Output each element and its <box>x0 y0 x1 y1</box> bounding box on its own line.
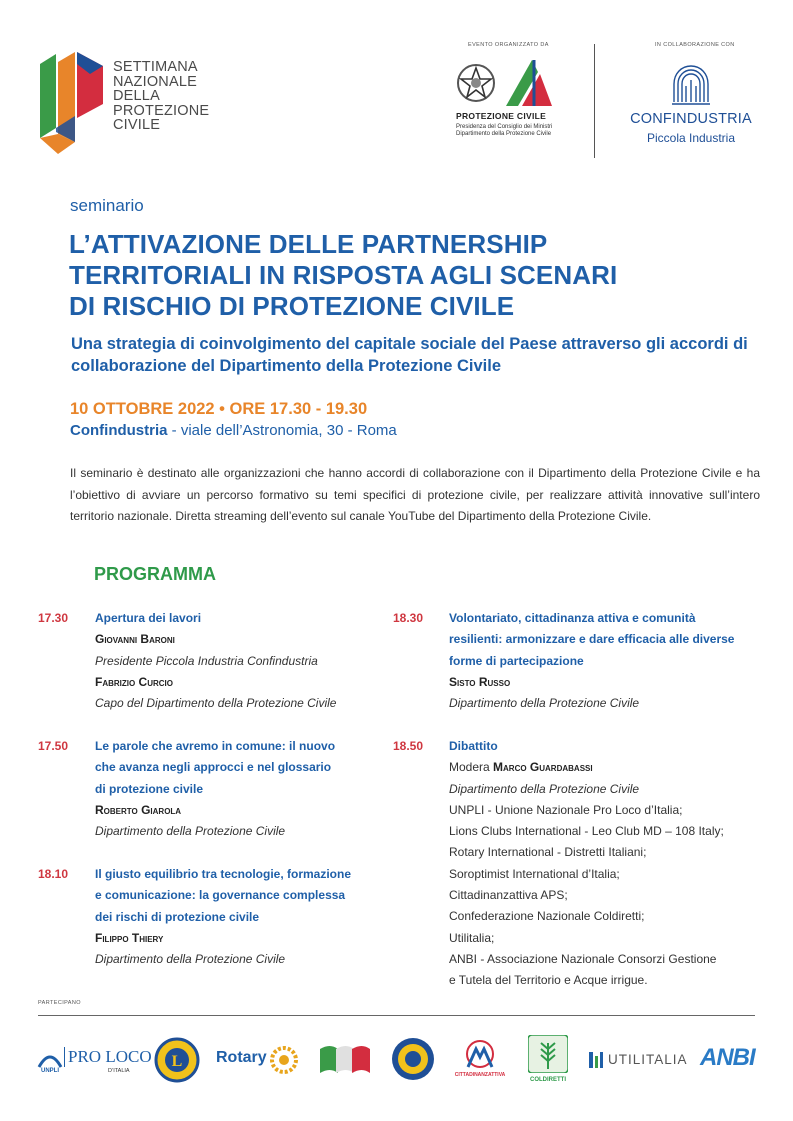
speaker-role: Presidente Piccola Industria Confindustria <box>95 653 318 668</box>
rotary-wheel-icon <box>270 1046 298 1074</box>
rotary-wordmark: Rotary <box>216 1049 267 1066</box>
participant-item: Cittadinanzattiva APS; <box>449 888 568 903</box>
organized-by-label: EVENTO ORGANIZZATO DA <box>468 42 549 48</box>
cittadinanzattiva-logo <box>450 1035 510 1091</box>
slot-time: 18.50 <box>393 739 424 753</box>
slot-title-line: e comunicazione: la governance complessa <box>95 888 346 903</box>
slot-body <box>449 608 734 714</box>
event-venue <box>70 422 397 439</box>
slot-title-line: resilienti: armonizzare e dare efficacia alle diverse <box>449 632 735 647</box>
participant-item: Soroptimist International d’Italia; <box>449 866 620 881</box>
venue-address: - viale dell’Astronomia, 30 - Roma <box>167 422 397 439</box>
program-slot <box>393 608 763 718</box>
event-title <box>69 229 749 322</box>
partecipano-label: PARTECIPANO <box>38 1000 81 1006</box>
program-slot <box>393 736 763 996</box>
svg-text:L: L <box>171 1053 183 1070</box>
collab-label: IN COLLABORAZIONE CON <box>655 42 735 48</box>
slot-title <box>449 736 724 757</box>
coldiretti-caption: COLDIRETTI <box>530 1077 566 1083</box>
event-intro: Il seminario è destinato alle organizzazioni che hanno accordi di collaborazione con il Dipartimento della Protezione Civile e ha l’obiettivo di avviare un percorso formativo su temi specifici di protezione civile, per realizzare attività innovative sull’intero territorio nazionale. Diretta streaming dell’evento sul canale YouTube del Dipartimento della Protezione Civile. <box>70 466 760 523</box>
speaker-role: Dipartimento della Protezione Civile <box>95 952 286 967</box>
speaker-name: Fabrizio Curcio <box>95 674 173 689</box>
participant-item: Confederazione Nazionale Coldiretti; <box>449 909 645 924</box>
speaker-role: Dipartimento della Protezione Civile <box>95 824 286 839</box>
lions-emblem-icon <box>154 1037 200 1083</box>
confindustria-name: CONFINDUSTRIA <box>630 111 752 127</box>
programma-heading: PROGRAMMA <box>94 564 216 584</box>
speaker-name: Sisto Russo <box>449 674 511 689</box>
anbi-wordmark: ANBI <box>700 1044 755 1071</box>
slot-time: 17.50 <box>38 739 69 753</box>
speaker-role: Dipartimento della Protezione Civile <box>449 696 640 711</box>
coldiretti-ear-icon <box>528 1035 568 1073</box>
brand-line: NAZIONALE <box>113 73 197 90</box>
participant-item: Lions Clubs International - Leo Club MD – 108 Italy; <box>449 824 724 839</box>
slot-time: 18.10 <box>38 867 69 881</box>
header-divider <box>594 44 595 158</box>
participant-item: ANBI - Associazione Nazionale Consorzi Gestione <box>449 951 717 966</box>
confindustria-sub: Piccola Industria <box>646 131 736 145</box>
unpli-caption: UNPLI <box>41 1068 59 1074</box>
unpli-arch-icon <box>37 1047 63 1069</box>
slot-title-line: che avanza negli approcci e nel glossario <box>95 760 332 775</box>
title-line: DI RISCHIO DI PROTEZIONE CIVILE <box>69 291 515 321</box>
moderator-name: Marco Guardabassi <box>493 760 593 775</box>
slot-title <box>95 736 335 800</box>
slot-title-line: Apertura dei lavori <box>95 611 202 625</box>
slot-title-line: Volontariato, cittadinanza attiva e comunità <box>449 611 696 625</box>
soroptimist-emblem-icon <box>390 1036 436 1082</box>
program-slot <box>38 864 358 974</box>
slot-title-line: dei rischi di protezione civile <box>95 909 260 924</box>
title-line: TERRITORIALI IN RISPOSTA AGLI SCENARI <box>69 260 618 290</box>
title-line: L’ATTIVAZIONE DELLE PARTNERSHIP <box>69 229 548 259</box>
brand-line: PROTEZIONE <box>113 102 210 119</box>
slot-title-line: forme di partecipazione <box>449 653 584 668</box>
leo-club-flags-icon <box>318 1043 372 1079</box>
pc-sub-1: Presidenza del Consiglio dei Ministri <box>456 124 553 130</box>
participant-item: UNPLI - Unione Nazionale Pro Loco d’Italia; <box>449 802 683 817</box>
slot-body <box>95 608 336 714</box>
slot-time: 17.30 <box>38 611 69 625</box>
confindustria-eagle-icon <box>668 62 714 108</box>
protezione-civile-logo-icon <box>502 58 556 108</box>
speaker-name: Giovanni Baroni <box>95 632 175 647</box>
brand-line: SETTIMANA <box>113 59 198 75</box>
footer-rule <box>38 1015 755 1016</box>
utilitalia-wordmark: UTILITALIA <box>608 1052 688 1067</box>
proloco-sub: D’ITALIA <box>108 1068 130 1074</box>
cittadinanzattiva-caption: CITTADINANZATTIVA <box>454 1072 506 1078</box>
event-subtitle: Una strategia di coinvolgimento del capitale sociale del Paese attraverso gli accordi di collaborazione del Dipartimento della Protezione Civile <box>71 335 748 375</box>
pc-sub-2: Dipartimento della Protezione Civile <box>456 131 552 137</box>
utilitalia-mark-icon <box>588 1050 604 1070</box>
event-kind: seminario <box>70 196 144 215</box>
unpli-logo <box>37 1035 63 1091</box>
slot-time: 18.30 <box>393 611 424 625</box>
participant-item: Rotary International - Distretti Italiani; <box>449 845 647 860</box>
speaker-role: Capo del Dipartimento della Protezione Civile <box>95 696 337 711</box>
participant-item: e Tutela del Territorio e Acque irrigue. <box>449 973 648 988</box>
slot-title <box>95 864 351 928</box>
program-slot <box>38 608 358 718</box>
speaker-role: Dipartimento della Protezione Civile <box>449 781 640 796</box>
speaker-name: Filippo Thiery <box>95 930 164 945</box>
cittadinanzattiva-figures-icon <box>458 1039 502 1069</box>
slot-title <box>449 608 734 672</box>
slot-body <box>95 736 335 842</box>
slot-title-line: Il giusto equilibrio tra tecnologie, formazione <box>95 867 352 881</box>
speaker-name: Roberto Giarola <box>95 802 182 817</box>
slot-body <box>449 736 724 992</box>
slot-title-line: Dibattito <box>449 739 498 753</box>
slot-title-line: di protezione civile <box>95 781 204 796</box>
settimana-brand-text <box>113 60 209 133</box>
venue-name: Confindustria <box>70 422 168 439</box>
slot-title-line: Le parole che avremo in comune: il nuovo <box>95 739 336 753</box>
italian-emblem-icon <box>455 60 497 106</box>
settimana-logo-icon <box>37 44 107 160</box>
slot-body <box>95 864 351 970</box>
program-slot <box>38 736 358 846</box>
brand-line: DELLA <box>113 88 160 105</box>
proloco-logo <box>64 1035 152 1091</box>
event-date-time: 10 OTTOBRE 2022 • ORE 17.30 - 19.30 <box>70 400 368 418</box>
coldiretti-logo <box>526 1035 570 1091</box>
moderator-line <box>449 757 724 778</box>
pc-name: PROTEZIONE CIVILE <box>456 111 547 121</box>
moderator-prefix: Modera <box>449 760 494 775</box>
slot-title <box>95 608 336 629</box>
brand-line: CIVILE <box>113 117 161 134</box>
participant-item: Utilitalia; <box>449 930 495 945</box>
proloco-wordmark: PRO LOCO <box>64 1047 152 1067</box>
